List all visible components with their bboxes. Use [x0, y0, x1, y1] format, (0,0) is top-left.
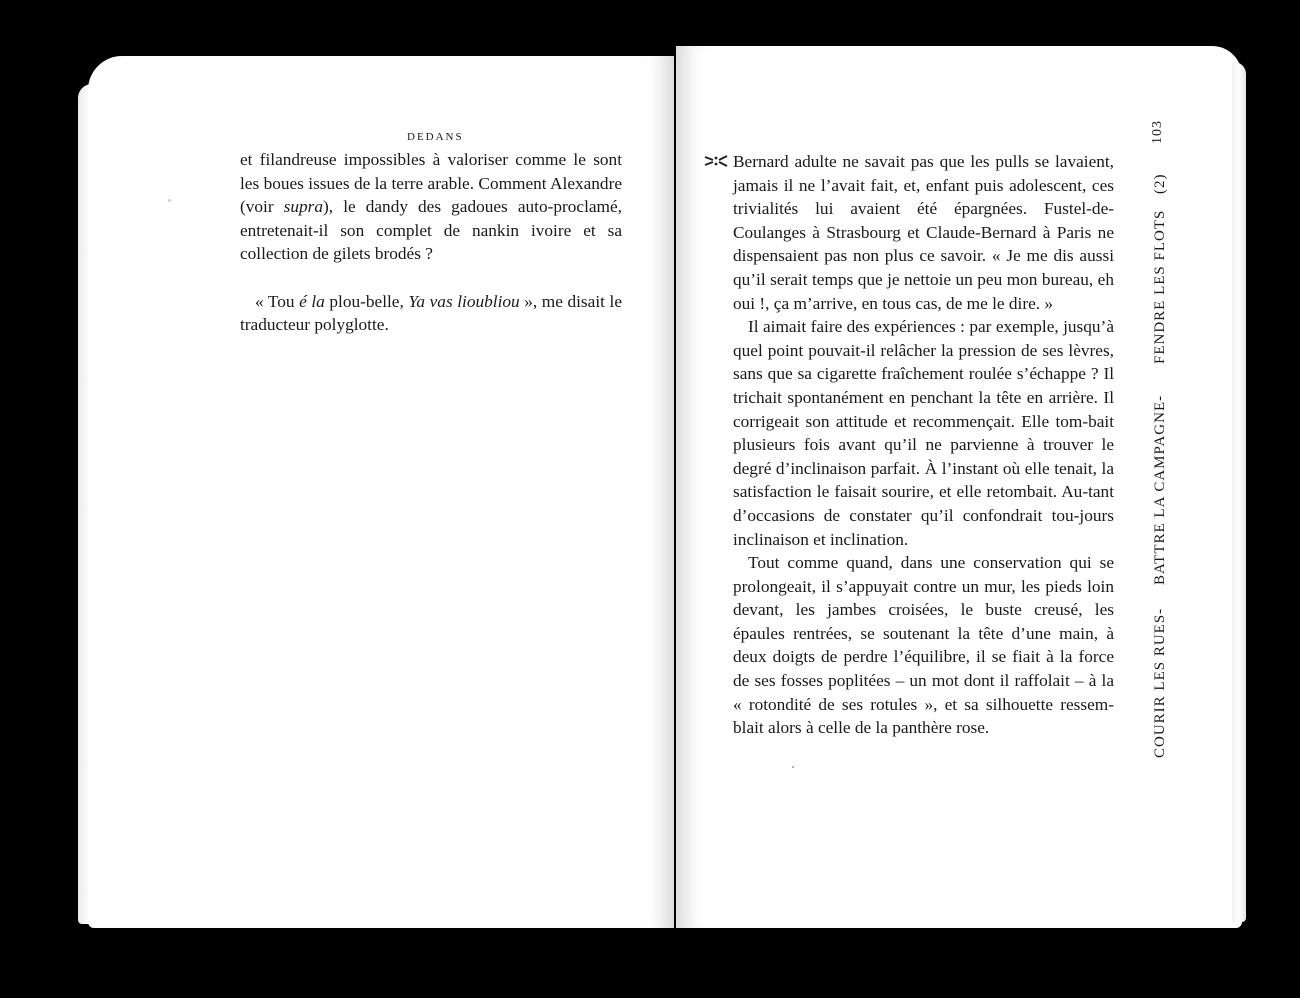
right-page-stack-edge: [1232, 62, 1246, 922]
paper-speck: [168, 199, 171, 202]
right-paragraph-3: Tout comme quand, dans une conservation qui se prolongeait, il s’appuyait contre un mur, les pieds loin devant, les jambes croisées, le buste creusé, les épaules rentrées, se soutenant la tête d’une main, à deux doigts de perdre l’équilibre, il se fiait à la force de ses fosses poplitées – un mot dont il raffolait – à la « rotondité de ses rotules », et sa silhouette ressem-blait alors à celle de la panthère rose.: [733, 553, 1114, 738]
text-line: sont les boues issues de la terre arable. Comment: [240, 150, 622, 193]
running-head: DEDANS: [407, 131, 464, 143]
text-line: et sa collection de gilets brodés ?: [240, 220, 622, 264]
italic-run: Ya vas lioubliou: [408, 291, 520, 311]
margin-label-battre: BATTRE LA CAMPAGNE-: [1152, 394, 1168, 585]
paper-speck: [792, 766, 794, 768]
text-run: », me disait le traducteur polyglotte.: [240, 291, 622, 335]
text-run: « Tou: [255, 291, 300, 311]
section-break-icon: [704, 153, 728, 169]
margin-label-courir: COURIR LES RUES-: [1152, 607, 1168, 758]
text-line: et filandreuse impossibles à valoriser comme le: [240, 150, 586, 169]
right-paragraph-2: Il aimait faire des expériences : par exemple, jusqu’à quel point pouvait-il relâcher la pression de ses lèvres, sans que sa cigarette fraîchement roulée s’échappe ? Il trichait spontanément en penchant la tête en arrière. Il corrigeait son attitude et recommençait. Elle tom-bait plusieurs fois avant qu’il ne parvienne à trouver le degré d’inclinaison parfait. À l’instant où elle tenait, la satisfaction le faisait sourire, et elle retombait. Au-tant d’occasions de constater qu’il confondrait tou-jours inclinaison et inclination.: [733, 317, 1114, 549]
text-run: plou-belle,: [324, 291, 409, 311]
margin-label-fendre: FENDRE LES FLOTS: [1152, 209, 1168, 364]
text-line: proclamé, entretenait-il son complet de nankin ivoire: [240, 197, 622, 240]
right-page-text: [733, 150, 1114, 740]
text-line: Alexandre (voir: [240, 173, 622, 217]
text-line: ), le dandy des gadoues auto-: [323, 197, 554, 217]
italic-word: supra: [283, 197, 324, 217]
page-number: 103: [1150, 120, 1165, 144]
left-paragraph-1: [240, 148, 622, 266]
left-paragraph-2: [240, 290, 622, 337]
left-page-text: [240, 148, 622, 337]
italic-run: é la: [299, 291, 325, 311]
right-paragraph-1: Bernard adulte ne savait pas que les pulls se lavaient, jamais il ne l’avait fait, et, enfant puis adolescent, ces trivialités lui avaient été épargnées. Fustel-de-Coulanges à Strasbourg et Claude-Bernard à Paris ne dispensaient pas non plus ce savoir. « Je me dis aussi qu’il serait temps que je nettoie un peu mon bureau, eh oui !, ça m’arrive, en tous cas, de me le dire. »: [733, 152, 1114, 313]
margin-label-number: (2): [1152, 173, 1168, 194]
